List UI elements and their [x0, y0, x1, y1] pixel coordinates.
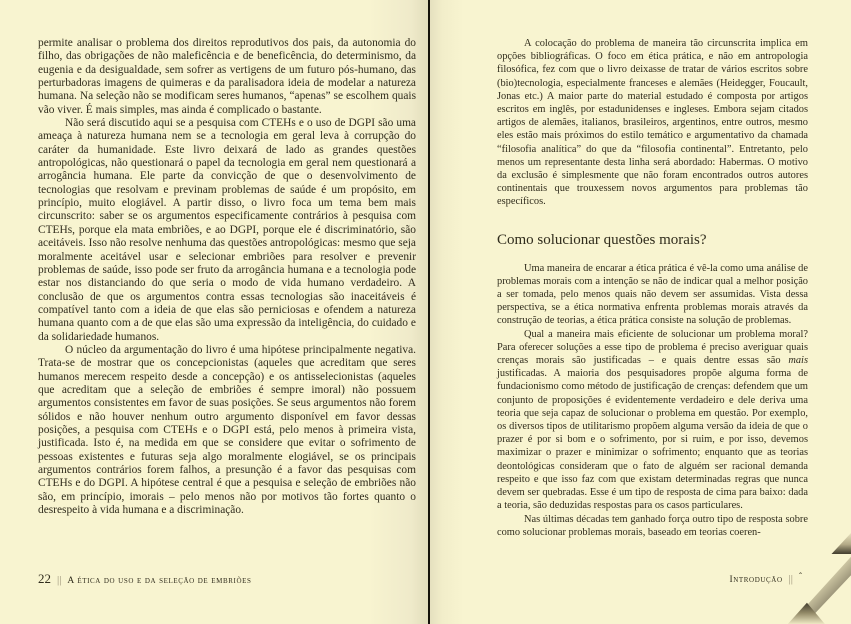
section-heading: Como solucionar questões morais? — [497, 231, 707, 248]
paragraph: Nas últimas décadas tem ganhado força outro tipo de resposta sobre como solucionar problemas morais, baseado em teorias coeren- — [497, 513, 808, 538]
book-spine — [428, 0, 430, 624]
paragraph: Não será discutido aqui se a pesquisa com CTEHs e o uso de DGPI são uma ameaça à natureza humana nem se a tecnologia em geral leva à corrupção do caráter da humanidade. Este livro deixará de lado as grandes questões antropológicas, não questionará o papel da tecnologia em geral nem questionará a arrogância humana. Ele parte da convicção de que o desenvolvimento de tecnologias que resolvam e previnam problemas de saúde é um propósito, em princípio, muito elogiável. A partir disso, o livro foca um tema bem mais circunscrito: saber se os argumentos especificamente contrários à pesquisa com CTEHs, porque ela mata embriões, e ao DGPI, porque ele é discriminatório, são aceitáveis. Isso não resolve nenhuma das questões antropológicas: mesmo que seja moralmente aceitável usar e selecionar embriões para resolver e prevenir problemas de saúde, isso pode ser fruto da arrogância humana e a tecnologia pode estar nos distanciando do que seria o modo de vida humano verdadeiro. A conclusão de que os argumentos contra essas tecnologias são inaceitáveis é compatível tanto com a ideia de que elas são perniciosas e ofendem a natureza humana quanto com a de que elas são uma expressão da inteligência, do cuidado e da solidariedade humanos. — [38, 117, 416, 343]
right-top-paragraphs — [497, 37, 808, 209]
running-title: Introdução — [729, 575, 783, 585]
paragraph: Qual a maneira mais eficiente de solucionar um problema moral? Para oferecer soluções a esse tipo de problema é preciso averiguar quais crenças morais são justificadas – e quais dentre essas são mais justificadas. A maioria dos pesquisadores propõe alguma forma de fundacionismo como método de justificação de crenças: defendem que um conjunto de proposições é evidentemente verdadeiro e dele deriva uma teoria que seja capaz de solucionar o problema em questão. Por exemplo, os diversos tipos de utilitarismo propõem alguma versão da ideia de que o prazer é por si bom e o sofrimento, por si ruim, e por isso, devemos maximizar o prazer e minimizar o sofrimento; enquanto que as teorias deontológicas consideram que o fato de alguém ser racional demanda respeito e que isso faz com que existam determinadas regras que nunca devem ser quebradas. Esse é um tipo de resposta de cima para baixo: dada a teoria, são deduzidas respostas para os casos particulares. — [497, 328, 808, 512]
page-curl[interactable] — [773, 512, 851, 624]
page-curl-strip-icon — [773, 512, 851, 624]
left-text-column — [38, 37, 416, 517]
obscured-page-number: ˆ — [799, 571, 802, 581]
page-number: 22 — [38, 571, 51, 586]
footer-separator: || — [788, 573, 793, 585]
footer-separator: || — [57, 574, 62, 586]
left-footer — [38, 570, 251, 588]
right-bottom-paragraphs — [497, 262, 808, 539]
paragraph: O núcleo da argumentação do livro é uma hipótese principalmente negativa. Trata-se de mostrar que os concepcionistas (aqueles que acreditam que seres humanos merecem respeito desde a concepção) e os antisselecionistas (aqueles que acreditam que a seleção de embriões é sempre imoral) não possuem argumentos consistentes em favor de suas posições. Se seus argumentos não forem sólidos e não houver nenhum outro argumento disponível em favor dessas posições, a pesquisa com CTEHs e o DGPI está, pelo menos à primeira vista, justificada. Isto é, na medida em que se considere que evitar o sofrimento de pessoas existentes e futuras seja algo moralmente elogiável, se os principais argumentos contrários forem falhos, a presunção é a favor das pesquisas com CTEHs e do DGPI. A hipótese central é que a pesquisa e seleção de embriões não são, em princípio, imorais – pelo menos não por motivos tão fortes quanto o desrespeito à vida humana e a discriminação. — [38, 343, 416, 517]
paragraph: Uma maneira de encarar a ética prática é vê-la como uma análise de problemas morais com a intenção se não de indicar qual a melhor posição a ser tomada, pelo menos quais não devem ser assumidas. Vista dessa perspectiva, se a ética normativa enfrenta problemas morais através da construção de teorias, a ética prática consiste na solução de problemas. — [497, 262, 808, 327]
paragraph: permite analisar o problema dos direitos reprodutivos dos pais, da autonomia do filho, das obrigações de não maleficência e de beneficência, do determinismo, da eugenia e da desigualdade, sem sofrer as vertigens de um futuro pós-humano, das perturbadoras imagens de quimeras e da paralisadora ideia de modelar a natureza humana. Na seleção não se modificam seres humanos, “apenas” se escolhem quais vão viver. É mais simples, mas ainda é complicado o bastante. — [38, 37, 416, 116]
paragraph: A colocação do problema de maneira tão circunscrita implica em opções bibliográficas. O foco em ética prática, e não em antropologia filosófica, fez com que o livro deixasse de tratar de vários escritos sobre (bio)tecnologia, especialmente franceses e alemães (Heidegger, Foucault, Jonas etc.) A maior parte do material estudado é composta por artigos escritos em inglês, por estadunidenses e ingleses. Embora sejam citados artigos de alemães, italianos, brasileiros, argentinos, entre outros, mesmo eles estão mais próximos do estilo temático e argumentativo da chamada “filosofia analítica” do que da “filosofia continental”. Entretanto, pelo menos um representante desta linha será abordado: Habermas. O motivo da exclusão é simplesmente que não foram encontrados outros autores continentais que trouxessem novos argumentos para problemas tão específicos. — [497, 38, 808, 208]
right-text-column — [497, 37, 808, 539]
running-title: A ética do uso e da seleção de embriões — [67, 576, 252, 586]
right-footer — [497, 569, 802, 587]
